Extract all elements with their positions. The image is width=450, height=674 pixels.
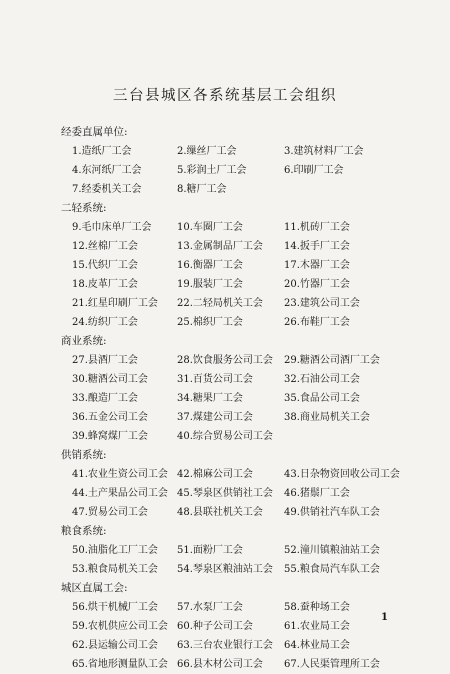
list-item: 5.彩润土厂工会 [177, 165, 247, 176]
list-item: 56.烘干机械厂工会 [72, 602, 158, 613]
page-title: 三台县城区各系统基层工会组织 [113, 88, 337, 104]
section [0, 332, 450, 446]
section [0, 199, 450, 332]
list-item: 2.缫丝厂工会 [177, 146, 237, 157]
list-row [0, 142, 450, 161]
section [0, 522, 450, 579]
list-item: 23.建筑公司工会 [284, 298, 360, 309]
list-row [0, 655, 450, 674]
list-item: 59.农机供应公司工会 [72, 621, 168, 632]
list-row [0, 541, 450, 560]
section-heading: 城区直属工会: [61, 582, 128, 594]
list-row [0, 294, 450, 313]
list-row [0, 484, 450, 503]
list-item: 27.县酒厂工会 [72, 355, 138, 366]
list-row [0, 237, 450, 256]
list-item: 30.糖酒公司工会 [72, 374, 148, 385]
list-row [0, 256, 450, 275]
list-item: 57.水泵厂工会 [177, 602, 243, 613]
list-item: 8.糖厂工会 [177, 184, 227, 195]
section [0, 123, 450, 199]
section [0, 579, 450, 674]
list-item: 55.粮食局汽车队工会 [284, 564, 380, 575]
list-item: 3.建筑材料厂工会 [284, 146, 364, 157]
list-item: 28.饮食服务公司工会 [177, 355, 273, 366]
list-item: 24.纺织厂工会 [72, 317, 138, 328]
list-item: 52.潼川镇粮油站工会 [284, 545, 380, 556]
list-item: 50.油脂化工厂工会 [72, 545, 158, 556]
list-item: 66.县木材公司工会 [177, 659, 263, 670]
list-item: 48.县联社机关工会 [177, 507, 263, 518]
list-row [0, 427, 450, 446]
list-item: 12.丝棉厂工会 [72, 241, 138, 252]
list-item: 29.糖酒公司酒厂工会 [284, 355, 380, 366]
list-item: 40.综合贸易公司工会 [177, 431, 273, 442]
list-row [0, 408, 450, 427]
list-item: 7.经委机关工会 [72, 184, 142, 195]
list-item: 11.机砖厂工会 [284, 222, 350, 233]
list-item: 4.东河纸厂工会 [72, 165, 142, 176]
list-item: 65.省地形测量队工会 [72, 659, 168, 670]
list-item: 47.贸易公司工会 [72, 507, 148, 518]
list-item: 32.石油公司工会 [284, 374, 360, 385]
list-row [0, 503, 450, 522]
list-item: 21.红星印刷厂工会 [72, 298, 158, 309]
list-item: 42.棉麻公司工会 [177, 469, 253, 480]
list-item: 64.林业局工会 [284, 640, 350, 651]
list-item: 22.二轻局机关工会 [177, 298, 263, 309]
list-row [0, 351, 450, 370]
list-item: 63.三台农业银行工会 [177, 640, 273, 651]
list-row [0, 313, 450, 332]
list-item: 60.种子公司工会 [177, 621, 253, 632]
list-item: 34.糖果厂工会 [177, 393, 243, 404]
list-item: 67.人民渠管理所工会 [284, 659, 380, 670]
list-item: 18.皮革厂工会 [72, 279, 138, 290]
list-item: 35.食品公司工会 [284, 393, 360, 404]
list-item: 9.毛巾床单厂工会 [72, 222, 152, 233]
list-item: 1.造纸厂工会 [72, 146, 132, 157]
list-item: 13.金属制品厂工会 [177, 241, 263, 252]
list-item: 46.猪鬃厂工会 [284, 488, 350, 499]
list-item: 41.农业生资公司工会 [72, 469, 168, 480]
list-row [0, 465, 450, 484]
list-item: 43.日杂物资回收公司工会 [284, 469, 400, 480]
list-item: 36.五金公司工会 [72, 412, 148, 423]
page-number: 1 [381, 612, 388, 623]
list-item: 61.农业局工会 [284, 621, 350, 632]
list-item: 45.琴泉区供销社工会 [177, 488, 273, 499]
list-row [0, 636, 450, 655]
list-row [0, 560, 450, 579]
list-item: 62.县运输公司工会 [72, 640, 158, 651]
list-item: 6.印刷厂工会 [284, 165, 344, 176]
list-item: 31.百货公司工会 [177, 374, 253, 385]
list-item: 33.酿造厂工会 [72, 393, 138, 404]
section-heading: 商业系统: [61, 335, 107, 347]
list-item: 54.琴泉区粮油站工会 [177, 564, 273, 575]
list-row [0, 370, 450, 389]
list-item: 15.代织厂工会 [72, 260, 138, 271]
list-item: 49.供销社汽车队工会 [284, 507, 380, 518]
list-item: 26.布鞋厂工会 [284, 317, 350, 328]
list-item: 19.服装厂工会 [177, 279, 243, 290]
list-row [0, 275, 450, 294]
list-item: 25.棉织厂工会 [177, 317, 243, 328]
section-list [0, 123, 450, 674]
list-row [0, 161, 450, 180]
list-item: 44.土产果品公司工会 [72, 488, 168, 499]
list-item: 10.车圈厂工会 [177, 222, 243, 233]
list-item: 51.面粉厂工会 [177, 545, 243, 556]
list-item: 37.煤建公司工会 [177, 412, 253, 423]
section-heading: 经委直属单位: [61, 126, 128, 138]
section-heading: 供销系统: [61, 449, 107, 461]
section [0, 446, 450, 522]
list-item: 38.商业局机关工会 [284, 412, 370, 423]
list-item: 14.扳手厂工会 [284, 241, 350, 252]
section-heading: 粮食系统: [61, 525, 107, 537]
list-row [0, 218, 450, 237]
list-row [0, 180, 450, 199]
section-heading: 二轻系统: [61, 202, 107, 214]
list-row [0, 389, 450, 408]
list-item: 17.木器厂工会 [284, 260, 350, 271]
list-item: 58.蚕种场工会 [284, 602, 350, 613]
list-item: 20.竹器厂工会 [284, 279, 350, 290]
list-item: 39.蜂窝煤厂工会 [72, 431, 148, 442]
list-item: 16.衡器厂工会 [177, 260, 243, 271]
list-item: 53.粮食局机关工会 [72, 564, 158, 575]
